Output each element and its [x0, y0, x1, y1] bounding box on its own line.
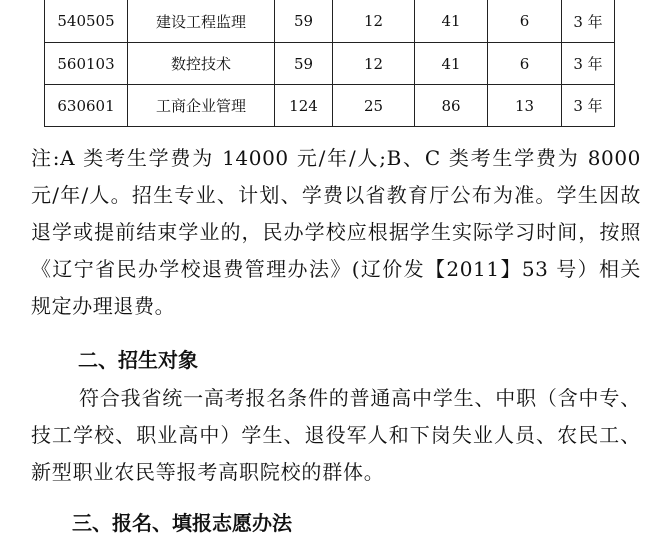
section-heading-enrollment-target: 二、招生对象 — [78, 348, 198, 372]
table-cell: 630601 — [45, 85, 128, 127]
enrollment-target-paragraph: 符合我省统一高考报名条件的普通高中学生、中职（含中专、技工学校、职业高中）学生、退役军人和下岗失业人员、农民工、新型职业农民等报考高职院校的群体。 — [31, 386, 641, 484]
table-cell: 25 — [333, 85, 415, 127]
table-cell: 41 — [415, 43, 488, 85]
fee-table-body — [45, 0, 615, 127]
table-cell: 124 — [275, 85, 333, 127]
fee-note: 注:A 类考生学费为 14000 元/年/人;B、C 类考生学费为 8000 元/年/人。招生专业、计划、学费以省教育厅公布为准。学生因故退学或提前结束学业的，民办学校应根据学生实际学习时间，按照《辽宁省民办学校退费管理办法》(辽价发【2011】53 号）相关规定办理退费。 — [31, 146, 641, 318]
section-heading-registration: 三、报名、填报志愿办法 — [72, 511, 292, 535]
table-cell: 数控技术 — [128, 43, 275, 85]
table-cell: 3 年 — [562, 0, 615, 43]
table-cell: 41 — [415, 0, 488, 43]
table-cell: 12 — [333, 43, 415, 85]
table-cell: 540505 — [45, 0, 128, 43]
table-cell: 工商企业管理 — [128, 85, 275, 127]
table-cell: 560103 — [45, 43, 128, 85]
table-cell: 建设工程监理 — [128, 0, 275, 43]
table-cell: 6 — [488, 43, 562, 85]
table-cell: 59 — [275, 0, 333, 43]
table-cell: 13 — [488, 85, 562, 127]
table-cell: 3 年 — [562, 85, 615, 127]
fee-table — [44, 0, 615, 127]
table-cell: 59 — [275, 43, 333, 85]
table-cell: 6 — [488, 0, 562, 43]
table-row — [45, 43, 615, 85]
table-row — [45, 0, 615, 43]
table-cell: 3 年 — [562, 43, 615, 85]
table-row — [45, 85, 615, 127]
table-cell: 86 — [415, 85, 488, 127]
table-cell: 12 — [333, 0, 415, 43]
